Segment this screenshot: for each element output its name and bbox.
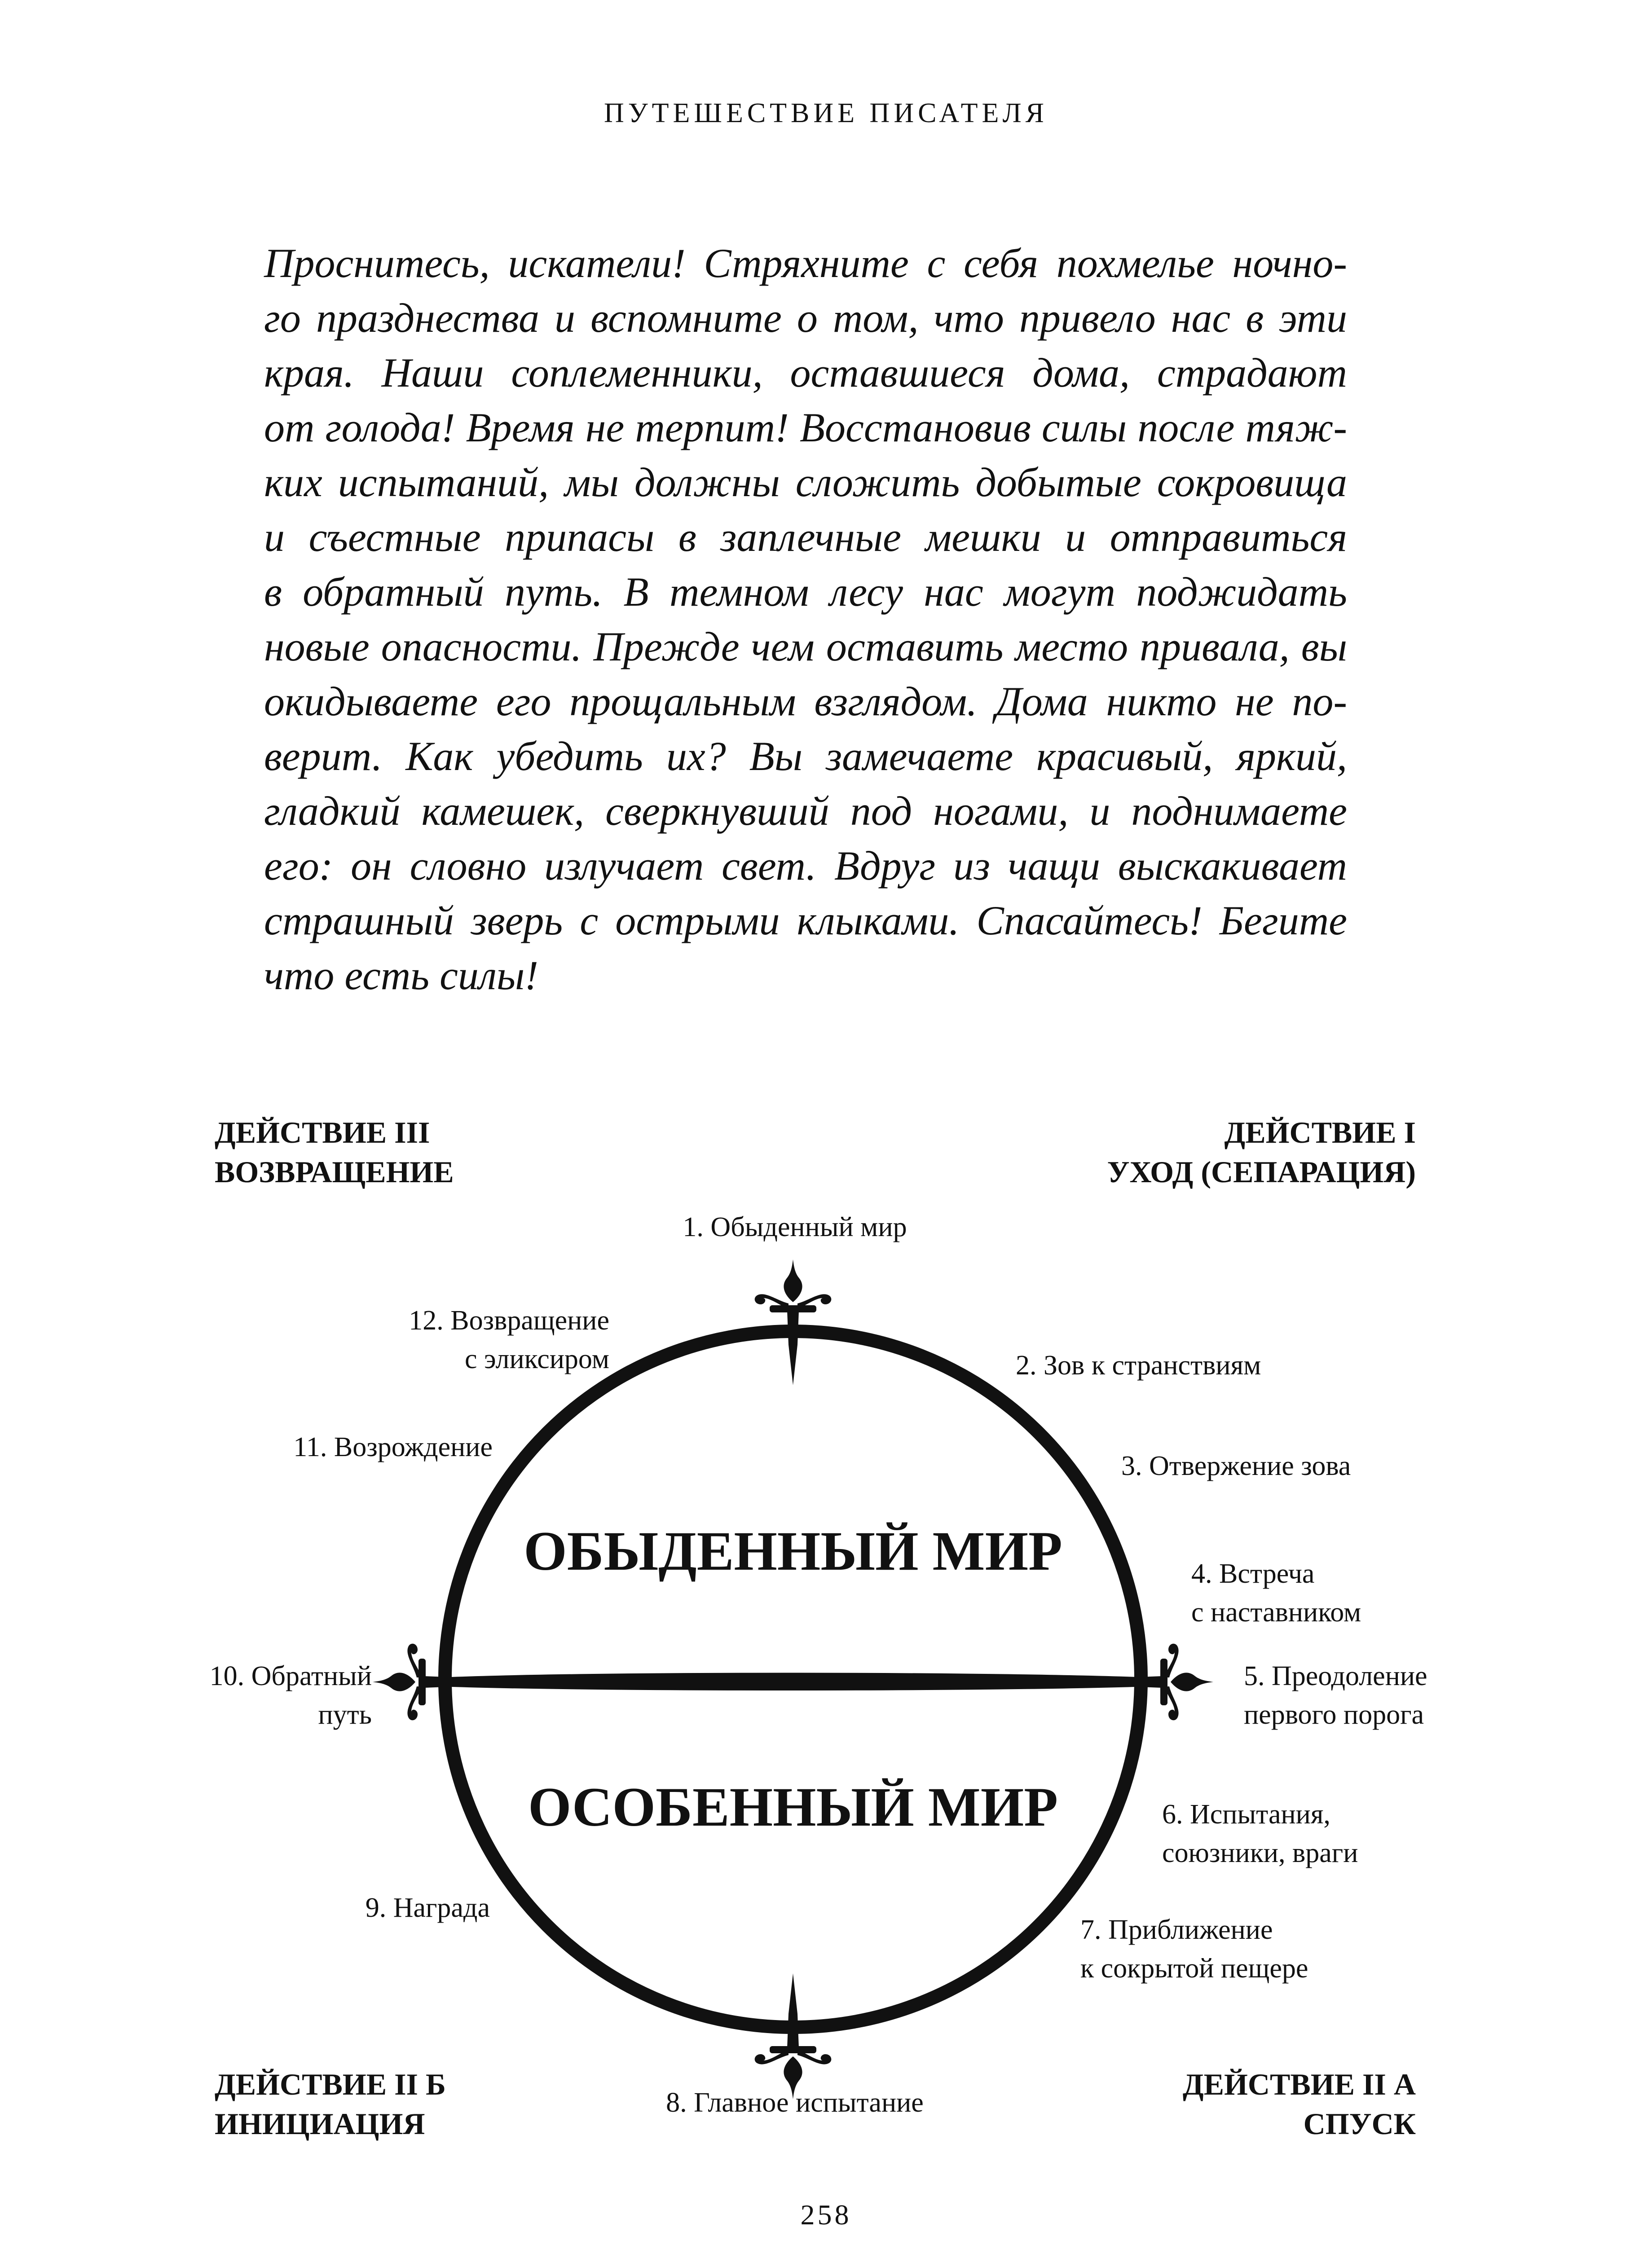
act-3-subtitle: ВОЗВРАЩЕНИЕ bbox=[215, 1155, 454, 1189]
act-1-title: ДЕЙСТВИЕ I bbox=[1224, 1115, 1416, 1149]
act-3-label bbox=[215, 1113, 454, 1192]
ordinary-world-label: ОБЫДЕННЫЙ МИР bbox=[524, 1520, 1062, 1582]
fleur-top-icon bbox=[755, 1259, 832, 1385]
stage-4-line-1: 4. Встреча bbox=[1191, 1558, 1315, 1589]
stage-5-line-2: первого порога bbox=[1244, 1699, 1424, 1730]
world-divider bbox=[440, 1677, 1150, 1686]
stage-10-line-2: путь bbox=[318, 1699, 372, 1730]
act-2a-label bbox=[1183, 2065, 1416, 2144]
running-head: ПУТЕШЕСТВИЕ ПИСАТЕЛЯ bbox=[604, 98, 1048, 128]
fleur-right-icon bbox=[1088, 1644, 1213, 1721]
stage-7-line-1: 7. Приближение bbox=[1080, 1915, 1273, 1945]
stage-12-line-1: 12. Возвращение bbox=[409, 1305, 609, 1336]
page-number: 258 bbox=[800, 2199, 852, 2231]
stage-12 bbox=[409, 1301, 609, 1378]
passage-line: го празднества и вспомните о том, что привело нас в эти bbox=[264, 295, 1347, 341]
stage-11 bbox=[293, 1428, 493, 1466]
stage-12-line-2: с эликсиром bbox=[465, 1344, 609, 1374]
act-3-title: ДЕЙСТВИЕ III bbox=[215, 1115, 430, 1149]
fleur-left-icon bbox=[373, 1644, 498, 1721]
stage-7-line-2: к сокрытой пещере bbox=[1080, 1953, 1308, 1984]
act-2a-subtitle: СПУСК bbox=[1303, 2107, 1416, 2141]
act-2b-subtitle: ИНИЦИАЦИЯ bbox=[215, 2107, 425, 2141]
stage-4 bbox=[1191, 1554, 1361, 1632]
stage-2-text: 2. Зов к странствиям bbox=[1016, 1350, 1261, 1381]
act-2b-title: ДЕЙСТВИЕ II Б bbox=[215, 2067, 446, 2101]
fleur-bottom-icon bbox=[755, 1973, 832, 2099]
passage-line: Проснитесь, искатели! Стряхните с себя похмелье ночно- bbox=[264, 240, 1347, 286]
passage-line: что есть силы! bbox=[264, 952, 538, 998]
passage-line: страшный зверь с острыми клыками. Спасайтесь! Бегите bbox=[264, 898, 1347, 943]
stage-6-line-1: 6. Испытания, bbox=[1162, 1799, 1330, 1830]
stage-8 bbox=[629, 2083, 961, 2122]
stage-4-line-2: с наставником bbox=[1191, 1597, 1361, 1628]
passage-line: ких испытаний, мы должны сложить добытые сокровища bbox=[264, 459, 1347, 505]
stage-6 bbox=[1162, 1795, 1358, 1872]
passage-line: в обратный путь. В темном лесу нас могут поджидать bbox=[264, 569, 1347, 615]
stage-1-text: 1. Обыденный мир bbox=[683, 1212, 907, 1242]
stage-6-line-2: союзники, враги bbox=[1162, 1838, 1358, 1868]
passage-line: его: он словно излучает свет. Вдруг из чащи выскакивает bbox=[264, 843, 1347, 889]
act-1-subtitle: УХОД (СЕПАРАЦИЯ) bbox=[1107, 1155, 1416, 1189]
passage-line: окидываете его прощальным взглядом. Дома никто не по- bbox=[264, 678, 1347, 724]
act-2b-label bbox=[215, 2065, 446, 2144]
stage-11-text: 11. Возрождение bbox=[293, 1432, 493, 1462]
passage-line: от голода! Время не терпит! Восстановив силы после тяж- bbox=[264, 405, 1347, 450]
passage-line: края. Наши соплеменники, оставшиеся дома, страдают bbox=[264, 350, 1347, 396]
stage-8-text: 8. Главное испытание bbox=[666, 2087, 924, 2118]
stage-3 bbox=[1121, 1447, 1351, 1485]
special-world-label: ОСОБЕННЫЙ МИР bbox=[528, 1776, 1058, 1838]
stage-2 bbox=[1016, 1346, 1261, 1385]
stage-10 bbox=[210, 1657, 372, 1734]
act-1-label bbox=[1107, 1113, 1416, 1192]
stage-9-text: 9. Награда bbox=[365, 1893, 490, 1923]
passage-line: верит. Как убедить их? Вы замечаете красивый, яркий, bbox=[264, 733, 1347, 779]
stage-5 bbox=[1244, 1657, 1427, 1734]
stage-10-line-1: 10. Обратный bbox=[209, 1661, 372, 1691]
stage-1 bbox=[629, 1208, 961, 1246]
stage-7 bbox=[1080, 1910, 1308, 1988]
passage-line: и съестные припасы в заплечные мешки и отправиться bbox=[264, 514, 1347, 560]
act-2a-title: ДЕЙСТВИЕ II А bbox=[1182, 2067, 1416, 2101]
passage-line: гладкий камешек, сверкнувший под ногами, и поднимаете bbox=[264, 788, 1347, 834]
stage-5-line-1: 5. Преодоление bbox=[1244, 1661, 1427, 1691]
passage-line: новые опасности. Прежде чем оставить место привала, вы bbox=[264, 624, 1347, 669]
stage-9 bbox=[366, 1888, 490, 1927]
stage-3-text: 3. Отвержение зова bbox=[1121, 1451, 1351, 1481]
